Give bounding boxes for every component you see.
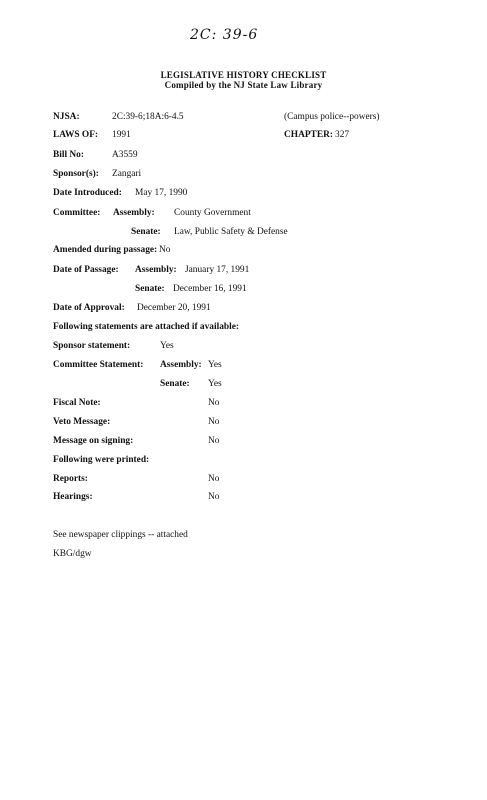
passage-senate-value: December 16, 1991 <box>173 284 247 294</box>
date-introduced-label: Date Introduced: <box>53 188 122 198</box>
hearings-label: Hearings: <box>53 492 93 502</box>
statements-heading: Following statements are attached if available: <box>53 322 239 332</box>
laws-of-label: LAWS OF: <box>53 130 99 140</box>
sponsor-statement-value: Yes <box>160 341 174 351</box>
committee-statement-senate-value: Yes <box>208 379 222 389</box>
chapter-value: 327 <box>335 130 350 140</box>
committee-assembly-label: Assembly: <box>113 208 155 218</box>
document-title: LEGISLATIVE HISTORY CHECKLIST <box>160 70 327 80</box>
njsa-label: NJSA: <box>53 112 80 122</box>
message-on-signing-label: Message on signing: <box>53 436 134 446</box>
bill-number-label: Bill No: <box>53 150 84 160</box>
date-of-approval-value: December 20, 1991 <box>137 303 211 313</box>
fiscal-note-label: Fiscal Note: <box>53 398 101 408</box>
chapter-label: CHAPTER: <box>284 130 333 140</box>
message-on-signing-value: No <box>208 436 220 446</box>
committee-senate-label: Senate: <box>131 227 161 237</box>
amended-label: Amended during passage: <box>53 245 158 255</box>
bill-number-value: A3559 <box>112 150 138 160</box>
sponsor-statement-label: Sponsor statement: <box>53 341 131 351</box>
committee-label: Committee: <box>53 208 101 218</box>
veto-message-value: No <box>208 417 220 427</box>
date-of-passage-label: Date of Passage: <box>53 265 119 275</box>
laws-of-value: 1991 <box>112 130 131 140</box>
printed-heading: Following were printed: <box>53 455 150 465</box>
reports-value: No <box>208 474 220 484</box>
typist-initials: KBG/dgw <box>53 549 92 559</box>
njsa-subject-note: (Campus police--powers) <box>284 112 380 122</box>
veto-message-label: Veto Message: <box>53 417 111 427</box>
committee-statement-senate-label: Senate: <box>160 379 190 389</box>
handwritten-statute-code: 2C: 39-6 <box>190 27 259 43</box>
date-of-approval-label: Date of Approval: <box>53 303 125 313</box>
committee-statement-assembly-label: Assembly: <box>160 360 202 370</box>
sponsor-label: Sponsor(s): <box>53 169 99 179</box>
reports-label: Reports: <box>53 474 88 484</box>
newspaper-clippings-note: See newspaper clippings -- attached <box>53 530 188 540</box>
amended-value: No <box>159 245 171 255</box>
njsa-value: 2C:39-6;18A:6-4.5 <box>112 112 184 122</box>
passage-assembly-label: Assembly: <box>135 265 177 275</box>
passage-assembly-value: January 17, 1991 <box>185 265 250 275</box>
committee-assembly-value: County Government <box>174 208 251 218</box>
committee-statement-label: Committee Statement: <box>53 360 144 370</box>
committee-senate-value: Law, Public Safety & Defense <box>174 227 288 237</box>
date-introduced-value: May 17, 1990 <box>135 188 188 198</box>
passage-senate-label: Senate: <box>135 284 165 294</box>
fiscal-note-value: No <box>208 398 220 408</box>
sponsor-value: Zangari <box>112 169 142 179</box>
hearings-value: No <box>208 492 220 502</box>
committee-statement-assembly-value: Yes <box>208 360 222 370</box>
document-subtitle: Compiled by the NJ State Law Library <box>164 80 323 90</box>
